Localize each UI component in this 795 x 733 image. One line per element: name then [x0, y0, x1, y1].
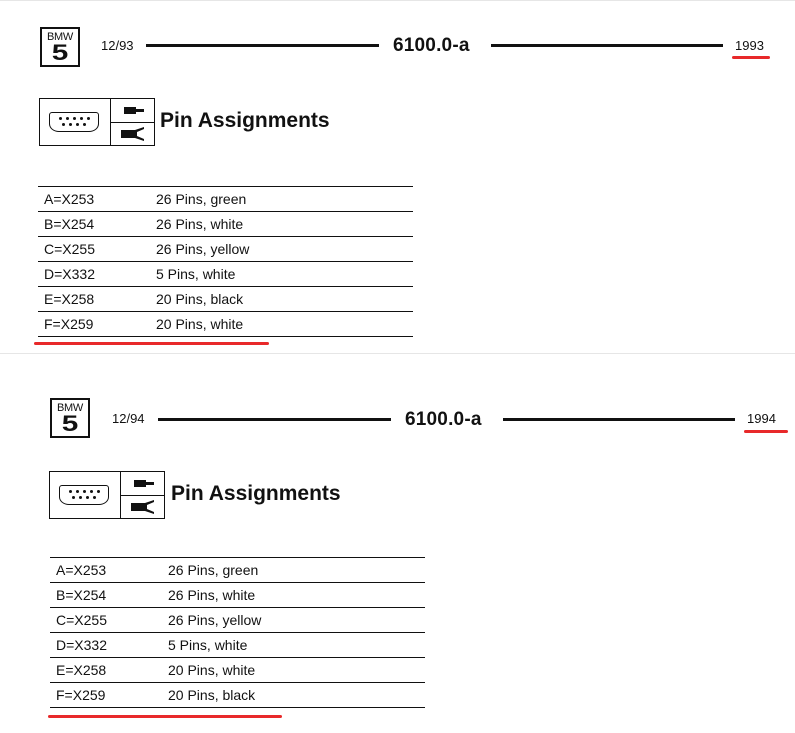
pin-id: E=X258 [56, 662, 107, 678]
diagnostic-connector-icon [49, 471, 165, 519]
bmw-5-series-logo [40, 27, 80, 67]
pin-id: F=X259 [44, 316, 94, 332]
issue-date: 12/94 [112, 411, 145, 426]
pin-assignment-table [50, 557, 425, 708]
diagnostic-connector-icon [39, 98, 155, 146]
logo-number: 5 [51, 40, 69, 65]
pin-id: E=X258 [44, 291, 95, 307]
model-year: 1994 [747, 411, 776, 426]
pin-desc: 20 Pins, black [156, 291, 244, 307]
pin-desc: 26 Pins, yellow [156, 241, 250, 257]
red-underline-year [732, 56, 770, 59]
socket-icon [111, 123, 154, 145]
pin-desc: 26 Pins, green [168, 562, 259, 578]
logo-number: 5 [61, 411, 79, 436]
pin-desc: 5 Pins, white [168, 637, 248, 653]
header-rule-left [146, 44, 379, 47]
header-rule-left [158, 418, 391, 421]
table-row [50, 583, 425, 608]
pin-id: B=X254 [56, 587, 107, 603]
pin-id: D=X332 [44, 266, 95, 282]
pin-id: B=X254 [44, 216, 95, 232]
document-page-1993 [0, 0, 795, 353]
pin-desc: 26 Pins, yellow [168, 612, 262, 628]
pin-id: A=X253 [44, 191, 95, 207]
pin-desc: 20 Pins, white [156, 316, 244, 332]
pin-id: C=X255 [44, 241, 95, 257]
table-row [50, 658, 425, 683]
pin-desc: 5 Pins, white [156, 266, 236, 282]
red-underline-last-row [48, 715, 282, 718]
section-heading: Pin Assignments [160, 109, 330, 132]
plug-icon [111, 99, 154, 123]
table-row [50, 558, 425, 583]
logo-text: BMW [47, 31, 73, 43]
model-year: 1993 [735, 38, 764, 53]
pin-assignment-table [38, 186, 413, 337]
pin-id: A=X253 [56, 562, 107, 578]
header-rule-right [491, 44, 723, 47]
plug-icon [121, 472, 164, 496]
pin-id: F=X259 [56, 687, 106, 703]
pin-desc: 20 Pins, black [168, 687, 256, 703]
document-number: 6100.0-a [393, 35, 470, 56]
pin-id: C=X255 [56, 612, 107, 628]
red-underline-year [744, 430, 788, 433]
bmw-5-series-logo [50, 398, 90, 438]
table-row [38, 212, 413, 237]
table-row [50, 633, 425, 658]
document-number: 6100.0-a [405, 409, 482, 430]
logo-text: BMW [57, 402, 83, 414]
table-row [50, 683, 425, 708]
table-row [38, 262, 413, 287]
pin-desc: 26 Pins, white [156, 216, 244, 232]
table-row [38, 187, 413, 212]
pin-desc: 20 Pins, white [168, 662, 256, 678]
table-row [38, 287, 413, 312]
red-underline-last-row [34, 342, 269, 345]
pin-desc: 26 Pins, white [168, 587, 256, 603]
header-rule-right [503, 418, 735, 421]
issue-date: 12/93 [101, 38, 134, 53]
pin-id: D=X332 [56, 637, 107, 653]
pin-desc: 26 Pins, green [156, 191, 247, 207]
table-row [50, 608, 425, 633]
table-row [38, 237, 413, 262]
table-row [38, 312, 413, 337]
document-page-1994 [0, 353, 795, 733]
section-heading: Pin Assignments [171, 482, 341, 505]
socket-icon [121, 496, 164, 518]
